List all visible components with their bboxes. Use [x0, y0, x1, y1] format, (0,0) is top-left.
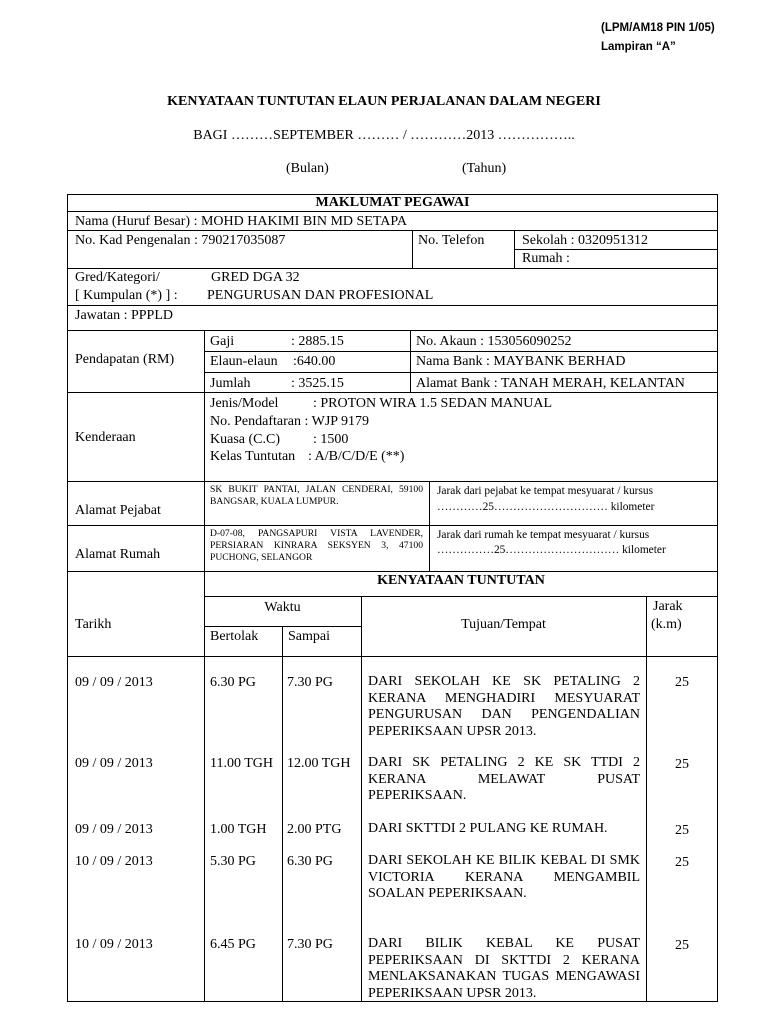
- col-purpose-header: Tujuan/Tempat: [461, 617, 546, 632]
- claim-depart: 1.00 TGH: [210, 822, 267, 837]
- claim-arrive: 7.30 PG: [287, 937, 333, 952]
- allowance-label: Elaun-elaun: [210, 354, 278, 369]
- claim-depart: 5.30 PG: [210, 854, 256, 869]
- claim-depart: 6.45 PG: [210, 937, 256, 952]
- phone-school: Sekolah : 0320951312: [522, 233, 648, 248]
- income-label: Pendapatan (RM): [75, 352, 175, 367]
- vehicle-registration: No. Pendaftaran : WJP 9179: [210, 414, 370, 429]
- allowance-value: :640.00: [293, 354, 336, 369]
- position: Jawatan : PPPLD: [75, 308, 173, 323]
- engine-capacity-value: : 1500: [313, 432, 349, 447]
- claim-date: 09 / 09 / 2013: [75, 675, 153, 690]
- col-time-header: Waktu: [264, 600, 301, 615]
- total-value: : 3525.15: [291, 376, 344, 391]
- employee-ic: No. Kad Pengenalan : 790217035087: [75, 233, 286, 248]
- col-depart-header: Bertolak: [210, 629, 259, 644]
- total-label: Jumlah: [210, 376, 251, 391]
- claim-distance: 25: [675, 855, 689, 870]
- claim-arrive: 12.00 TGH: [287, 756, 351, 771]
- employee-name: Nama (Huruf Besar) : MOHD HAKIMI BIN MD SETAPA: [75, 214, 407, 229]
- group-value: PENGURUSAN DAN PROFESIONAL: [207, 288, 434, 303]
- claim-purpose: DARI SK PETALING 2 KE SK TTDI 2 KERANA MELAWAT PUSAT PEPERIKSAAN.: [368, 755, 640, 803]
- office-distance-value: …………25………………………… kilometer: [437, 501, 655, 513]
- claim-purpose: DARI SEKOLAH KE BILIK KEBAL DI SMK VICTORIA KERANA MENGAMBIL SOALAN PEPERIKSAAN.: [368, 853, 640, 901]
- claim-class-value: : A/B/C/D/E (**): [308, 449, 405, 464]
- claim-distance: 25: [675, 757, 689, 772]
- attachment-label: Lampiran “A”: [601, 41, 676, 53]
- account-number: No. Akaun : 153056090252: [416, 334, 572, 349]
- col-distance-header: Jarak: [653, 599, 683, 614]
- claim-depart: 6.30 PG: [210, 675, 256, 690]
- salary-label: Gaji: [210, 334, 235, 349]
- claim-date: 09 / 09 / 2013: [75, 756, 153, 771]
- bank-address: Alamat Bank : TANAH MERAH, KELANTAN: [416, 376, 685, 391]
- vehicle-model-label: Jenis/Model: [210, 396, 279, 411]
- employee-section-title: MAKLUMAT PEGAWAI: [315, 195, 470, 210]
- claim-date: 10 / 09 / 2013: [75, 937, 153, 952]
- claim-purpose: DARI SKTTDI 2 PULANG KE RUMAH.: [368, 821, 608, 836]
- claim-arrive: 6.30 PG: [287, 854, 333, 869]
- grade-value: GRED DGA 32: [211, 270, 300, 285]
- claim-depart: 11.00 TGH: [210, 756, 273, 771]
- bank-name: Nama Bank : MAYBANK BERHAD: [416, 354, 626, 369]
- claim-distance: 25: [675, 938, 689, 953]
- col-distance-unit: (k.m): [651, 617, 682, 632]
- home-distance-value: ……………25………………………… kilometer: [437, 544, 666, 556]
- vehicle-label: Kenderaan: [75, 430, 136, 445]
- office-address-label: Alamat Pejabat: [75, 503, 161, 518]
- claim-purpose: DARI BILIK KEBAL KE PUSAT PEPERIKSAAN DI SKTTDI 2 KERANA MENLAKSANAKAN TUGAS MENGAWASI PEPERIKSAAN UPSR 2013.: [368, 936, 640, 1001]
- claims-section-title: KENYATAAN TUNTUTAN: [377, 573, 545, 588]
- grade-label: Gred/Kategori/: [75, 270, 160, 285]
- claim-class-label: Kelas Tuntutan: [210, 449, 296, 464]
- salary-value: : 2885.15: [291, 334, 344, 349]
- phone-home: Rumah :: [522, 251, 570, 266]
- home-address-label: Alamat Rumah: [75, 547, 161, 562]
- office-address-value: SK BUKIT PANTAI, JALAN CENDERAI, 59100 BANGSAR, KUALA LUMPUR.: [210, 484, 423, 507]
- office-distance-label: Jarak dari pejabat ke tempat mesyuarat / kursus: [437, 485, 654, 497]
- claim-arrive: 2.00 PTG: [287, 822, 342, 837]
- home-distance-label: Jarak dari rumah ke tempat mesyuarat / kursus: [437, 529, 650, 541]
- year-label: (Tahun): [462, 161, 507, 176]
- home-address-value: D-07-08, PANGSAPURI VISTA LAVENDER, PERSIARAN KINRARA SEKSYEN 3, 47100 PUCHONG, SELANGOR: [210, 528, 423, 563]
- col-arrive-header: Sampai: [288, 629, 330, 644]
- document-title: KENYATAAN TUNTUTAN ELAUN PERJALANAN DALAM NEGERI: [167, 94, 601, 109]
- engine-capacity-label: Kuasa (C.C): [210, 432, 280, 447]
- claim-date: 10 / 09 / 2013: [75, 854, 153, 869]
- vehicle-model-value: : PROTON WIRA 1.5 SEDAN MANUAL: [313, 396, 553, 411]
- claim-purpose: DARI SEKOLAH KE SK PETALING 2 KERANA MENGHADIRI MESYUARAT PENGURUSAN DAN PENGENDALIAN PEPERIKSAAN UPSR 2013.: [368, 674, 640, 739]
- phone-label: No. Telefon: [418, 233, 485, 248]
- group-label: [ Kumpulan (*) ] :: [75, 288, 178, 303]
- claim-arrive: 7.30 PG: [287, 675, 333, 690]
- claim-distance: 25: [675, 823, 689, 838]
- claim-date: 09 / 09 / 2013: [75, 822, 153, 837]
- claim-distance: 25: [675, 675, 689, 690]
- period-line: BAGI ………SEPTEMBER ……… / …………2013 ……………..: [193, 128, 575, 143]
- month-label: (Bulan): [286, 161, 329, 176]
- form-code: (LPM/AM18 PIN 1/05): [601, 22, 715, 34]
- col-date-header: Tarikh: [75, 617, 112, 632]
